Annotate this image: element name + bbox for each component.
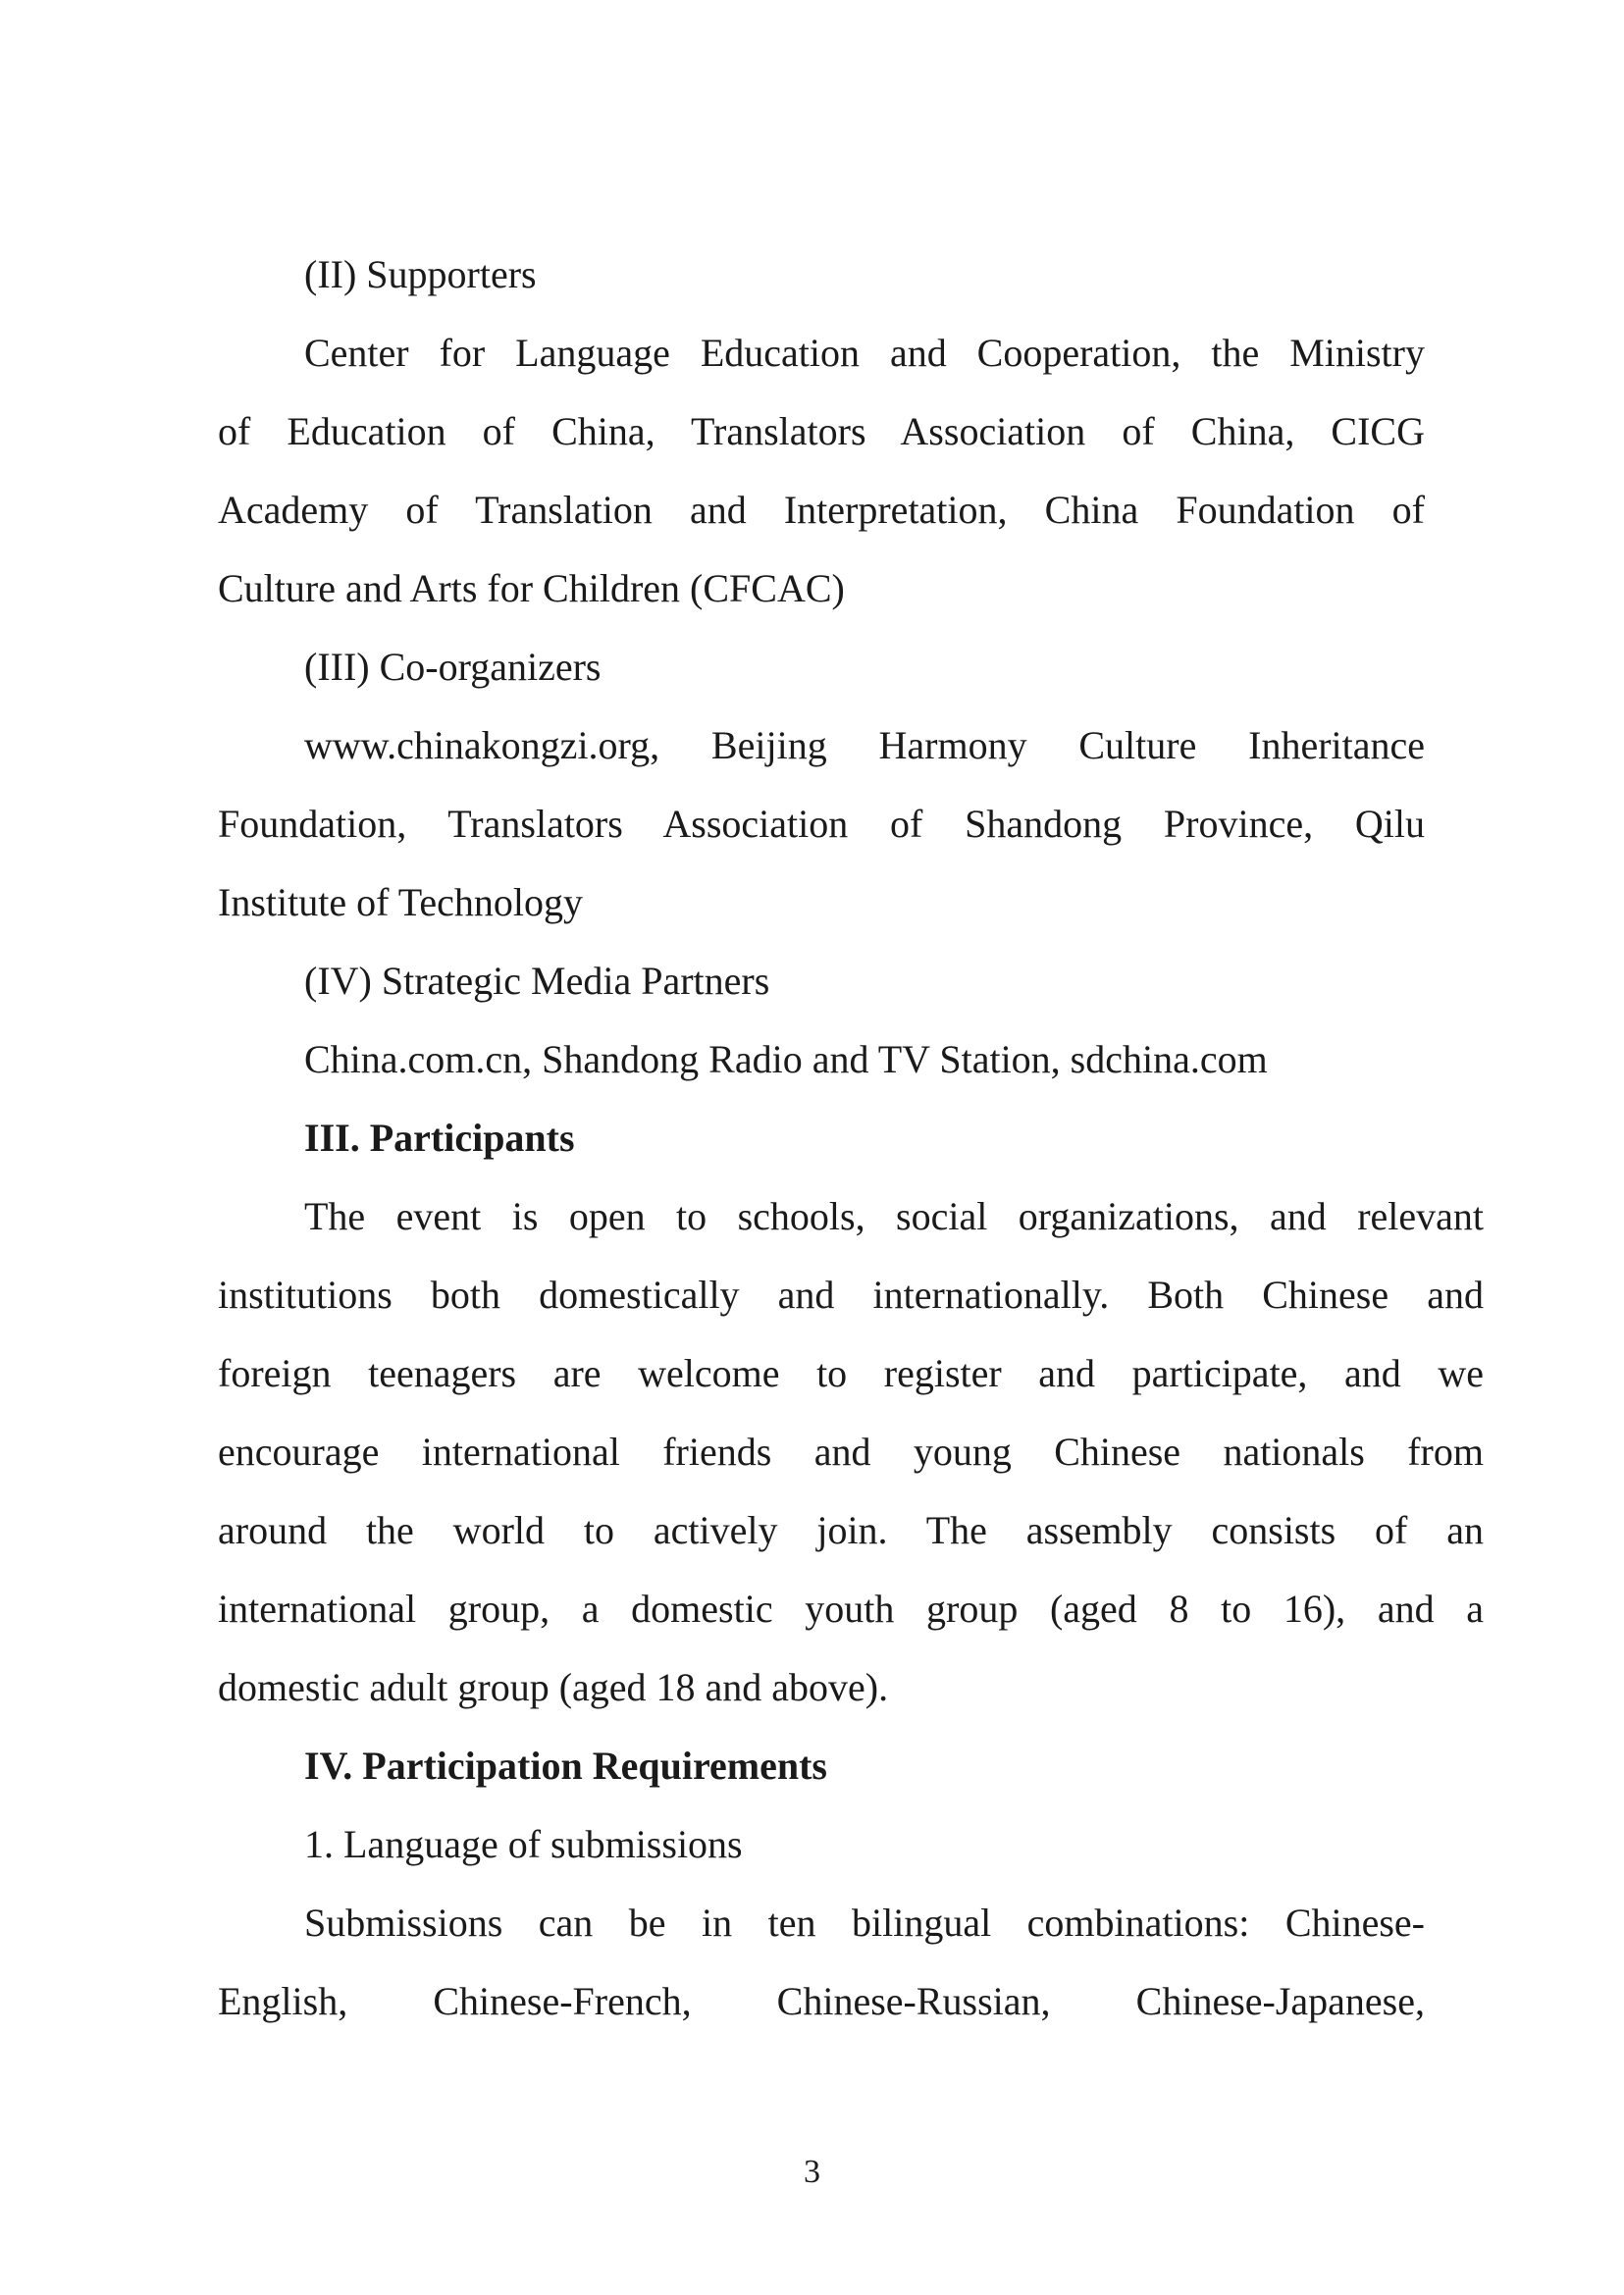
- paragraph-line: foreign teenagers are welcome to register and participate, and we: [218, 1351, 1484, 1395]
- section-heading-participants: III. Participants: [304, 1116, 575, 1160]
- subheading-media-partners: (IV) Strategic Media Partners: [304, 959, 770, 1003]
- paragraph-line: Center for Language Education and Cooperation, the Ministry: [304, 331, 1425, 375]
- paragraph-line: China.com.cn, Shandong Radio and TV Station, sdchina.com: [304, 1037, 1268, 1081]
- subheading-co-organizers: (III) Co-organizers: [304, 645, 602, 689]
- paragraph-line: Submissions can be in ten bilingual combinations: Chinese-: [304, 1901, 1425, 1945]
- paragraph-line: Institute of Technology: [218, 880, 583, 924]
- paragraph-line: of Education of China, Translators Association of China, CICG: [218, 409, 1425, 453]
- paragraph-line: encourage international friends and young Chinese nationals from: [218, 1430, 1484, 1474]
- subheading-language: 1. Language of submissions: [304, 1822, 743, 1866]
- paragraph-line: www.chinakongzi.org, Beijing Harmony Culture Inheritance: [304, 723, 1425, 767]
- paragraph-line: Academy of Translation and Interpretation, China Foundation of: [218, 488, 1425, 532]
- paragraph-line: English, Chinese-French, Chinese-Russian, Chinese-Japanese,: [218, 1979, 1425, 2023]
- paragraph-line: around the world to actively join. The assembly consists of an: [218, 1508, 1484, 1552]
- paragraph-line: institutions both domestically and internationally. Both Chinese and: [218, 1273, 1484, 1317]
- paragraph-line: international group, a domestic youth group (aged 8 to 16), and a: [218, 1587, 1484, 1631]
- section-heading-requirements: IV. Participation Requirements: [304, 1744, 827, 1788]
- subheading-supporters: (II) Supporters: [304, 252, 537, 296]
- paragraph-line: The event is open to schools, social organizations, and relevant: [304, 1194, 1484, 1238]
- paragraph-line: Culture and Arts for Children (CFCAC): [218, 566, 845, 610]
- page-number: 3: [804, 2154, 820, 2190]
- paragraph-line: Foundation, Translators Association of Shandong Province, Qilu: [218, 802, 1425, 846]
- paragraph-line: domestic adult group (aged 18 and above).: [218, 1665, 889, 1709]
